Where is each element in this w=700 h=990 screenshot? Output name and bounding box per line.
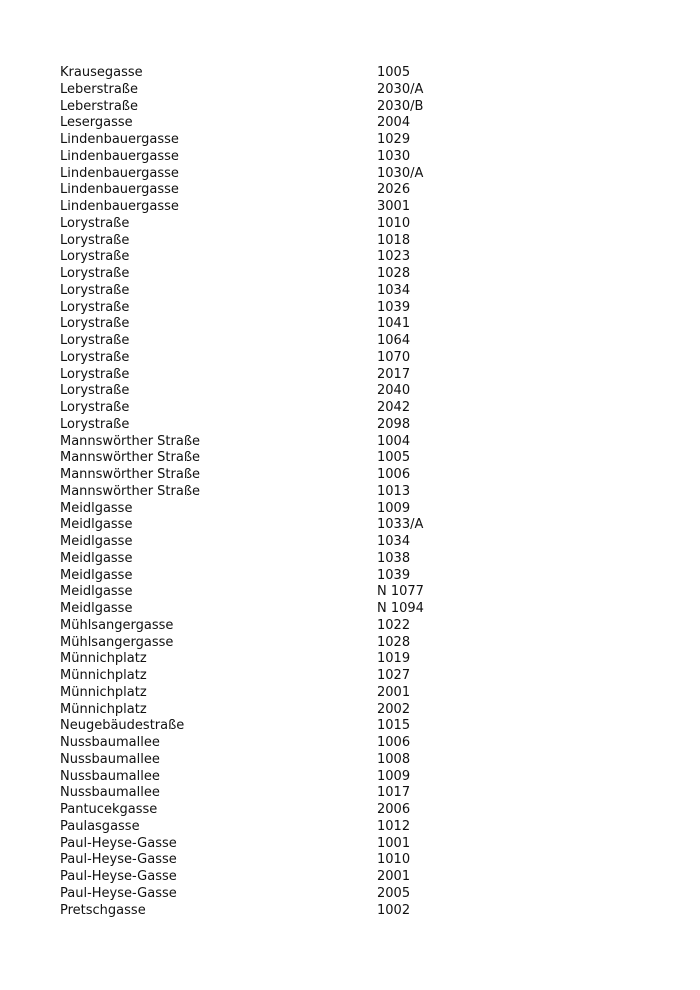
house-number: 1015 <box>377 718 411 734</box>
street-name: Meidlgasse <box>60 567 133 583</box>
list-row <box>60 651 460 668</box>
list-row <box>60 400 460 417</box>
list-row <box>60 568 460 585</box>
list-row <box>60 182 460 199</box>
street-name: Münnichplatz <box>60 668 147 683</box>
house-number: 1038 <box>377 550 411 566</box>
list-row <box>60 635 460 652</box>
house-number: 1010 <box>377 852 411 868</box>
street-name: Nussbaumallee <box>60 751 160 767</box>
street-name: Lorystraße <box>60 215 130 231</box>
house-number: 2042 <box>377 400 411 415</box>
street-name: Lorystraße <box>60 232 130 248</box>
house-number: 1041 <box>377 316 411 332</box>
house-number: 1034 <box>377 534 411 549</box>
list-row <box>60 819 460 836</box>
street-name: Paul-Heyse-Gasse <box>60 869 177 884</box>
house-number: 1034 <box>377 282 411 298</box>
street-name: Lorystraße <box>60 383 130 399</box>
house-number: 1012 <box>377 818 411 834</box>
list-row <box>60 501 460 518</box>
list-row <box>60 618 460 635</box>
list-row <box>60 233 460 250</box>
house-number: 1064 <box>377 333 411 348</box>
list-row <box>60 266 460 283</box>
house-number: 2030/B <box>377 98 424 114</box>
house-number: 1002 <box>377 902 411 918</box>
address-list <box>60 65 460 919</box>
list-row <box>60 249 460 266</box>
house-number: 1005 <box>377 450 411 466</box>
street-name: Lorystraße <box>60 416 130 432</box>
street-name: Lorystraße <box>60 349 130 365</box>
list-row <box>60 99 460 116</box>
list-row <box>60 316 460 333</box>
street-name: Münnichplatz <box>60 651 147 667</box>
list-row <box>60 802 460 819</box>
house-number: 1004 <box>377 433 411 449</box>
house-number: 2017 <box>377 366 411 382</box>
house-number: 1009 <box>377 500 411 516</box>
street-name: Meidlgasse <box>60 550 133 566</box>
street-name: Nussbaumallee <box>60 735 160 750</box>
house-number: 1018 <box>377 232 411 248</box>
street-name: Paul-Heyse-Gasse <box>60 885 177 901</box>
street-name: Leberstraße <box>60 98 138 114</box>
list-row <box>60 149 460 166</box>
street-name: Lindenbauergasse <box>60 165 179 181</box>
house-number: 1019 <box>377 651 411 667</box>
house-number: 1017 <box>377 785 411 801</box>
house-number: 1033/A <box>377 517 424 533</box>
house-number: 2004 <box>377 115 411 131</box>
house-number: 2026 <box>377 182 411 198</box>
house-number: 2001 <box>377 869 411 884</box>
list-row <box>60 283 460 300</box>
house-number: 1070 <box>377 349 411 365</box>
list-row <box>60 668 460 685</box>
street-name: Paul-Heyse-Gasse <box>60 852 177 868</box>
list-row <box>60 785 460 802</box>
street-name: Lindenbauergasse <box>60 148 179 164</box>
list-row <box>60 769 460 786</box>
house-number: 2030/A <box>377 81 424 97</box>
house-number: 2006 <box>377 802 411 817</box>
street-name: Meidlgasse <box>60 517 133 533</box>
list-row <box>60 434 460 451</box>
house-number: 1001 <box>377 835 411 851</box>
list-row <box>60 199 460 216</box>
house-number: 1028 <box>377 266 411 281</box>
list-row <box>60 467 460 484</box>
street-name: Mannswörther Straße <box>60 450 201 466</box>
street-name: Pretschgasse <box>60 902 146 918</box>
street-name: Leberstraße <box>60 81 138 97</box>
street-name: Mühlsangergasse <box>60 617 174 633</box>
house-number: N 1077 <box>377 584 424 600</box>
house-number: 1006 <box>377 735 411 750</box>
house-number: 1023 <box>377 249 411 265</box>
street-name: Lorystraße <box>60 249 130 265</box>
list-row <box>60 517 460 534</box>
street-name: Nussbaumallee <box>60 785 160 801</box>
list-row <box>60 886 460 903</box>
street-name: Krausegasse <box>60 65 143 80</box>
street-name: Lorystraße <box>60 299 130 315</box>
list-row <box>60 166 460 183</box>
house-number: 2098 <box>377 416 411 432</box>
street-name: Münnichplatz <box>60 684 147 700</box>
list-row <box>60 752 460 769</box>
house-number: 1028 <box>377 634 411 650</box>
house-number: 1009 <box>377 768 411 784</box>
house-number: 1005 <box>377 65 411 80</box>
list-row <box>60 216 460 233</box>
street-name: Pantucekgasse <box>60 802 158 817</box>
street-name: Mannswörther Straße <box>60 483 201 499</box>
list-row <box>60 300 460 317</box>
list-row <box>60 903 460 920</box>
street-name: Lorystraße <box>60 366 130 382</box>
street-name: Lesergasse <box>60 115 133 131</box>
house-number: 2040 <box>377 383 411 399</box>
house-number: 1039 <box>377 567 411 583</box>
list-row <box>60 551 460 568</box>
house-number: 1010 <box>377 215 411 231</box>
street-name: Nussbaumallee <box>60 768 160 784</box>
house-number: 1030 <box>377 148 411 164</box>
list-row <box>60 735 460 752</box>
list-row <box>60 685 460 702</box>
street-name: Paul-Heyse-Gasse <box>60 835 177 851</box>
street-name: Mannswörther Straße <box>60 467 201 482</box>
street-name: Meidlgasse <box>60 601 133 616</box>
list-row <box>60 584 460 601</box>
list-row <box>60 417 460 434</box>
street-name: Mühlsangergasse <box>60 634 174 650</box>
list-row <box>60 367 460 384</box>
list-row <box>60 852 460 869</box>
list-row <box>60 450 460 467</box>
house-number: 1008 <box>377 751 411 767</box>
list-row <box>60 484 460 501</box>
list-row <box>60 132 460 149</box>
street-name: Lindenbauergasse <box>60 132 179 147</box>
list-row <box>60 534 460 551</box>
street-name: Lorystraße <box>60 266 130 281</box>
list-row <box>60 115 460 132</box>
house-number: 2002 <box>377 701 411 717</box>
list-row <box>60 718 460 735</box>
street-name: Münnichplatz <box>60 701 147 717</box>
street-name: Lorystraße <box>60 400 130 415</box>
street-name: Lindenbauergasse <box>60 182 179 198</box>
list-row <box>60 836 460 853</box>
house-number: 1013 <box>377 483 411 499</box>
street-name: Meidlgasse <box>60 534 133 549</box>
list-row <box>60 383 460 400</box>
list-row <box>60 333 460 350</box>
list-row <box>60 601 460 618</box>
house-number: 1039 <box>377 299 411 315</box>
street-name: Neugebäudestraße <box>60 718 185 734</box>
street-name: Paulasgasse <box>60 818 140 834</box>
list-row <box>60 82 460 99</box>
house-number: 1006 <box>377 467 411 482</box>
house-number: 2005 <box>377 885 411 901</box>
list-row <box>60 65 460 82</box>
house-number: 1022 <box>377 617 411 633</box>
house-number: 1029 <box>377 132 411 147</box>
street-name: Meidlgasse <box>60 500 133 516</box>
street-name: Lorystraße <box>60 282 130 298</box>
street-name: Lorystraße <box>60 333 130 348</box>
list-row <box>60 869 460 886</box>
list-row <box>60 350 460 367</box>
street-name: Mannswörther Straße <box>60 433 201 449</box>
house-number: 1030/A <box>377 165 424 181</box>
street-name: Lindenbauergasse <box>60 199 179 214</box>
house-number: 2001 <box>377 684 411 700</box>
list-row <box>60 702 460 719</box>
house-number: N 1094 <box>377 601 424 616</box>
street-name: Meidlgasse <box>60 584 133 600</box>
house-number: 3001 <box>377 199 411 214</box>
house-number: 1027 <box>377 668 411 683</box>
street-name: Lorystraße <box>60 316 130 332</box>
